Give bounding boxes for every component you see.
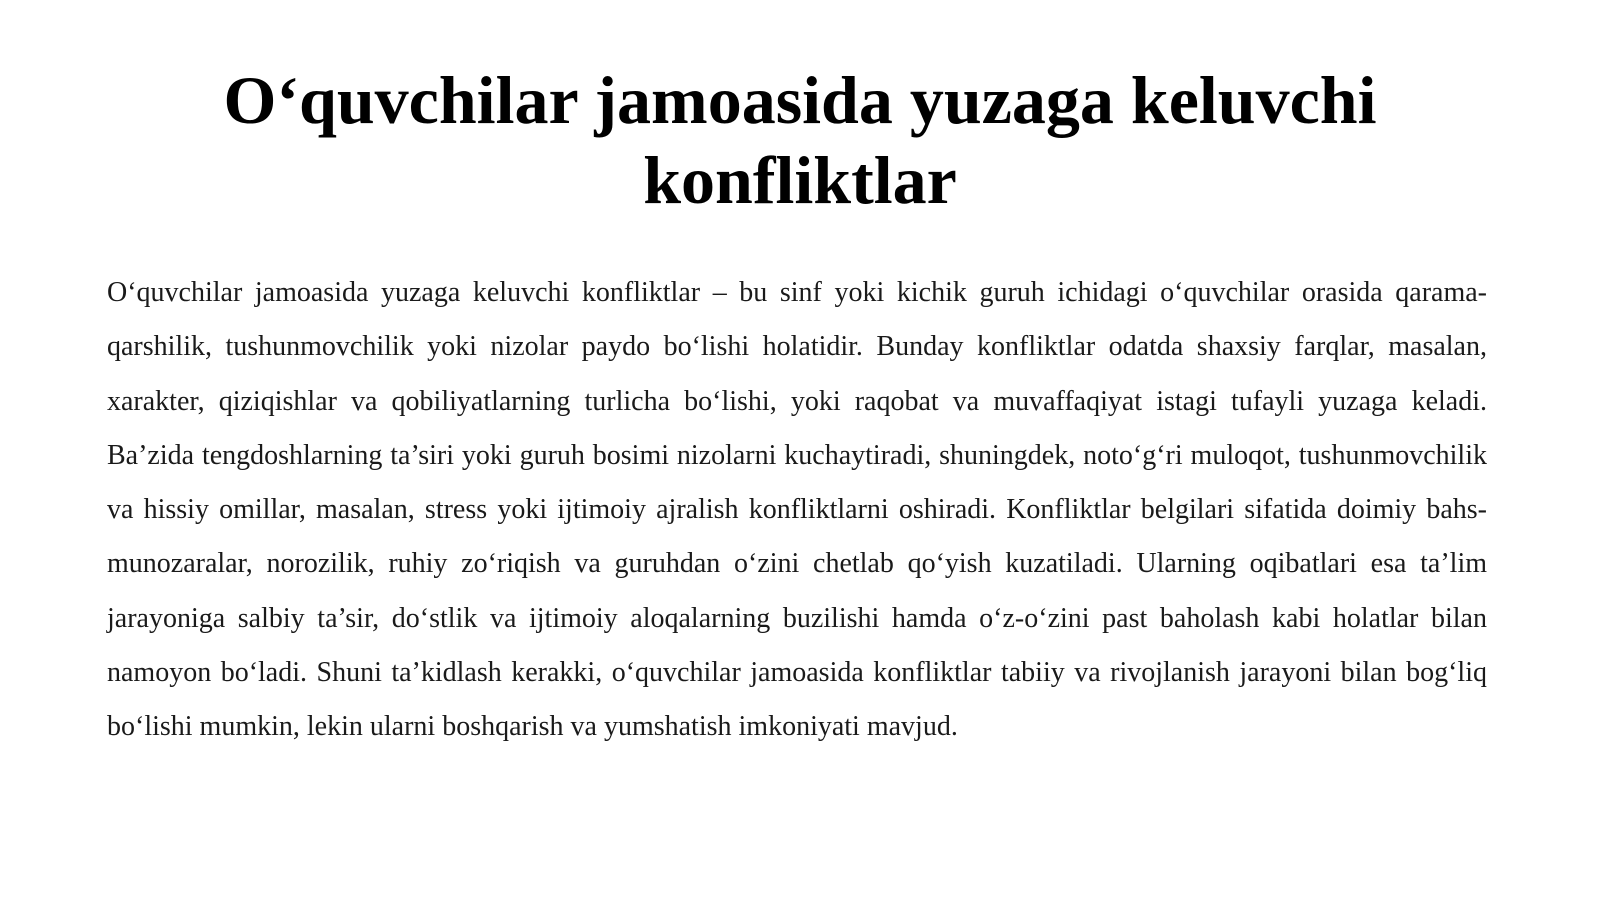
slide-paragraph: O‘quvchilar jamoasida yuzaga keluvchi konfliktlar – bu sinf yoki kichik guruh ichidagi o‘quvchilar orasida qarama-qarshilik, tushunmovchilik yoki nizolar paydo bo‘lishi holatidir. Bunday konfliktlar odatda shaxsiy farqlar, masalan, xarakter, qiziqishlar va qobiliyatlarning turlicha bo‘lishi, yoki raqobat va muvaffaqiyat istagi tufayli yuzaga keladi. Ba’zida tengdoshlarning ta’siri yoki guruh bosimi nizolarni kuchaytiradi, shuningdek, noto‘g‘ri muloqot, tushunmovchilik va hissiy omillar, masalan, stress yoki ijtimoiy ajralish konfliktlarni oshiradi. Konfliktlar belgilari sifatida doimiy bahs-munozaralar, norozilik, ruhiy zo‘riqish va guruhdan o‘zini chetlab qo‘yish kuzatiladi. Ularning oqibatlari esa ta’lim jarayoniga salbiy ta’sir, do‘stlik va ijtimoiy aloqalarning buzilishi hamda o‘z-o‘zini past baholash kabi holatlar bilan namoyon bo‘ladi. Shuni ta’kidlash kerakki, o‘quvchilar jamoasida konfliktlar tabiiy va rivojlanish jarayoni bilan bog‘liq bo‘lishi mumkin, lekin ularni boshqarish va yumshatish imkoniyati mavjud. [107, 277, 1487, 743]
slide-title: O‘quvchilar jamoasida yuzaga keluvchi konfliktlar [223, 62, 1377, 218]
